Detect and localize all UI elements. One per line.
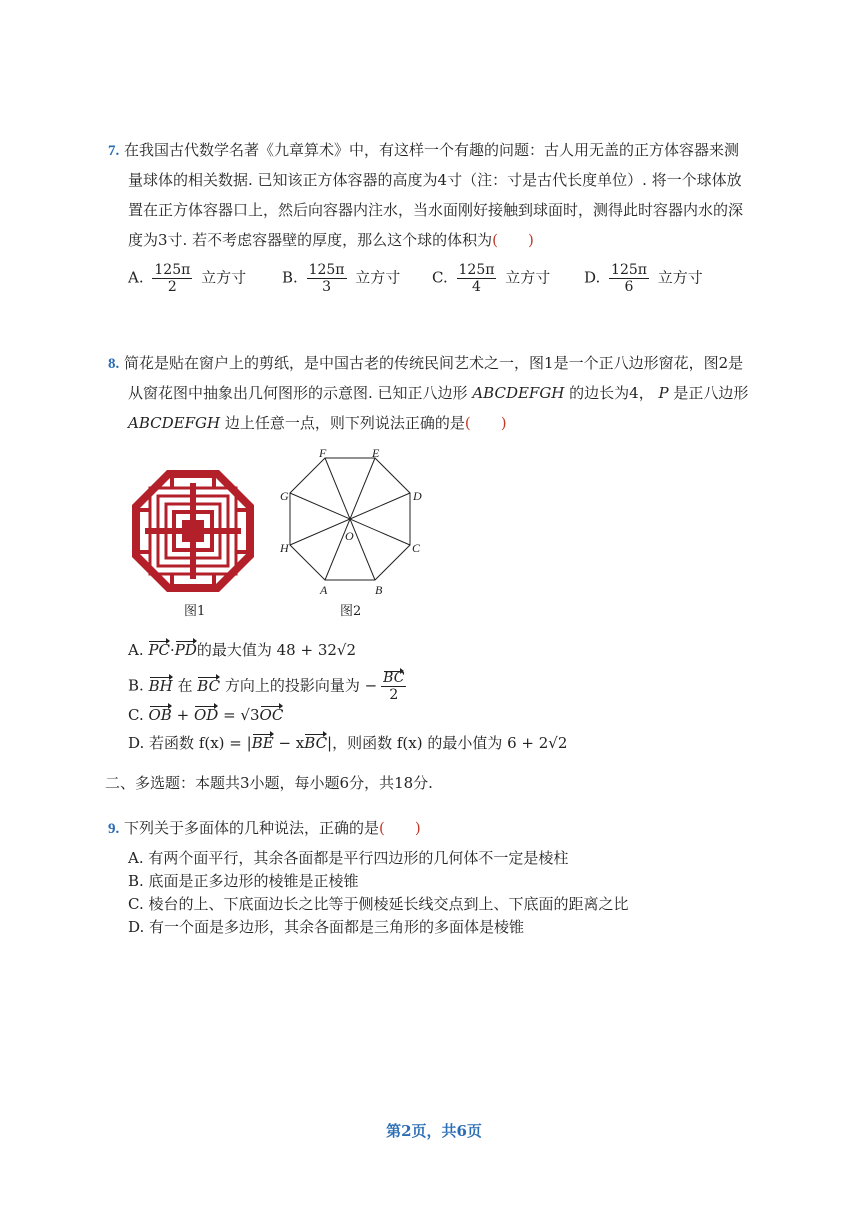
vertex-label-g: G — [280, 489, 289, 503]
q8-option-d[interactable] — [128, 733, 567, 753]
numerator — [381, 670, 406, 687]
q8-option-a[interactable] — [128, 640, 356, 660]
q9-option-a[interactable]: A. 有两个面平行，其余各面都是平行四边形的几何体不一定是棱柱 — [128, 849, 569, 867]
q7-answer-paren: ( ) — [492, 231, 534, 249]
q7-option-b-label: B. — [282, 268, 298, 287]
q7-line3: 置在正方体容器口上，然后向容器内注水，当水面刚好接触到球面时，测得此时容器内水的深 — [128, 201, 744, 219]
numerator: 125π — [308, 262, 345, 278]
q9-answer-paren: ( ) — [379, 819, 421, 837]
denominator: 4 — [472, 279, 481, 295]
numerator: 125π — [611, 262, 647, 278]
q7-option-b-unit: 立方寸 — [355, 268, 401, 287]
q8-option-a-text: 的最大值为 48 + 32√2 — [196, 641, 357, 659]
q8-number: 8. — [108, 356, 120, 372]
vector-bh: BH — [148, 676, 173, 695]
q7-option-d-unit: 立方寸 — [657, 268, 703, 287]
vertex-label-o: O — [345, 529, 354, 543]
denominator: 2 — [167, 279, 177, 295]
q7-option-b-fraction — [307, 262, 347, 295]
q8-octagon-name: ABCDEFGH — [472, 384, 565, 402]
vertex-label-a: A — [320, 583, 328, 597]
q7-line1 — [108, 140, 739, 161]
q9-option-d[interactable]: D. 有一个面是多边形，其余各面都是三角形的多面体是棱锥 — [128, 918, 525, 936]
vector-be: BE — [251, 734, 274, 752]
minus-x: − x — [278, 734, 305, 752]
vector-oc: OC — [259, 706, 284, 724]
q9-text: 下列关于多面体的几种说法，正确的是 — [124, 819, 380, 837]
vertex-label-e: E — [372, 448, 380, 460]
q8-option-b-label: B. — [128, 676, 144, 695]
q9-option-c[interactable]: C. 棱台的上、下底面边长之比等于侧棱延长线交点到上、下底面的距离之比 — [128, 895, 629, 913]
vector-od: OD — [193, 706, 219, 724]
q8-option-a-label: A. — [128, 641, 144, 659]
q7-option-c-label: C. — [432, 268, 448, 287]
page-footer: 第2页，共6页 — [386, 1122, 482, 1140]
q9-number: 9. — [108, 821, 120, 837]
q8-option-b-fraction — [381, 670, 406, 703]
q8-text-3b: 边上任意一点，则下列说法正确的是 — [224, 414, 465, 432]
equals-sqrt3: = √3 — [223, 706, 260, 724]
q8-option-d-post: |，则函数 f(x) 的最小值为 6 + 2√2 — [327, 734, 568, 752]
figure-1-window-flower — [130, 468, 256, 594]
q7-option-a-unit: 立方寸 — [201, 268, 247, 287]
vector-bc-frac: BC — [383, 670, 405, 686]
q9-option-b[interactable]: B. 底面是正多边形的棱锥是正棱锥 — [128, 872, 359, 890]
q8-answer-paren: ( ) — [464, 414, 507, 432]
figure-2-octagon-diagram — [275, 448, 425, 598]
denominator: 6 — [624, 279, 634, 295]
figure-1-caption: 图1 — [184, 604, 206, 619]
vertex-label-h: H — [280, 541, 289, 555]
q8-option-d-label: D. — [128, 734, 145, 752]
q7-option-a-fraction — [152, 262, 192, 295]
q8-option-c-label: C. — [128, 706, 144, 724]
q8-line1 — [108, 353, 743, 374]
q7-option-b[interactable] — [282, 262, 400, 295]
q7-line4 — [128, 230, 534, 250]
q8-option-d-pre: 若函数 f(x) = | — [149, 734, 252, 752]
q8-option-b[interactable] — [128, 670, 410, 703]
q8-point-p: P — [658, 384, 669, 402]
q7-text-4: 度为3寸. 若不考虑容器壁的厚度，那么这个球的体积为 — [128, 231, 493, 249]
q8-line3 — [128, 413, 507, 433]
q8-line2 — [128, 383, 748, 403]
q8-octagon-name-2: ABCDEFGH — [128, 414, 221, 432]
numerator: 125π — [458, 262, 495, 278]
vector-bc: BC — [197, 676, 221, 695]
q7-text-1: 在我国古代数学名著《九章算术》中，有这样一个有趣的问题：古人用无盖的正方体容器来测 — [124, 141, 740, 159]
vector-ob: OB — [148, 706, 172, 724]
section-2-heading: 二、多选题：本题共3小题，每小题6分，共18分. — [105, 774, 433, 792]
q7-number: 7. — [108, 143, 120, 159]
denominator: 3 — [322, 279, 331, 295]
q8-option-b-text: 方向上的投影向量为 − — [224, 676, 378, 695]
q7-option-a[interactable] — [128, 262, 246, 295]
vector-pc: PC — [148, 641, 170, 659]
vector-bc-d: BC — [304, 734, 328, 752]
q7-option-c-unit: 立方寸 — [505, 268, 551, 287]
vertex-label-b: B — [375, 583, 383, 597]
vertex-label-d: D — [413, 489, 422, 503]
vector-pd: PD — [174, 641, 197, 659]
vertex-label-f: F — [319, 448, 327, 460]
dot-operator: · — [169, 641, 175, 659]
q8-option-b-mid: 在 — [177, 676, 193, 695]
q8-text-1: 简花是贴在窗户上的剪纸，是中国古老的传统民间艺术之一，图1是一个正八边形窗花，图2是 — [124, 354, 744, 372]
q7-option-a-label: A. — [128, 268, 144, 287]
q7-option-d-fraction — [609, 262, 649, 295]
plus-operator: + — [176, 706, 190, 724]
q9-stem — [108, 818, 421, 839]
q8-text-2a: 从窗花图中抽象出几何图形的示意图. 已知正八边形 — [128, 384, 468, 402]
q7-option-c-fraction — [457, 262, 497, 295]
numerator: 125π — [154, 262, 191, 278]
q8-text-2c: 的边长为4， — [569, 384, 654, 402]
vertex-label-c: C — [412, 541, 421, 555]
q8-text-2e: 是正八边形 — [673, 384, 749, 402]
denominator: 2 — [389, 687, 399, 703]
q7-option-c[interactable] — [432, 262, 550, 295]
figure-2-caption: 图2 — [340, 604, 362, 619]
q8-option-c[interactable] — [128, 705, 283, 725]
q7-line2: 量球体的相关数据. 已知该正方体容器的高度为4寸（注：寸是古代长度单位）. 将一个球体放 — [128, 171, 742, 189]
q7-option-d-label: D. — [584, 268, 601, 287]
q7-option-d[interactable] — [584, 262, 703, 295]
